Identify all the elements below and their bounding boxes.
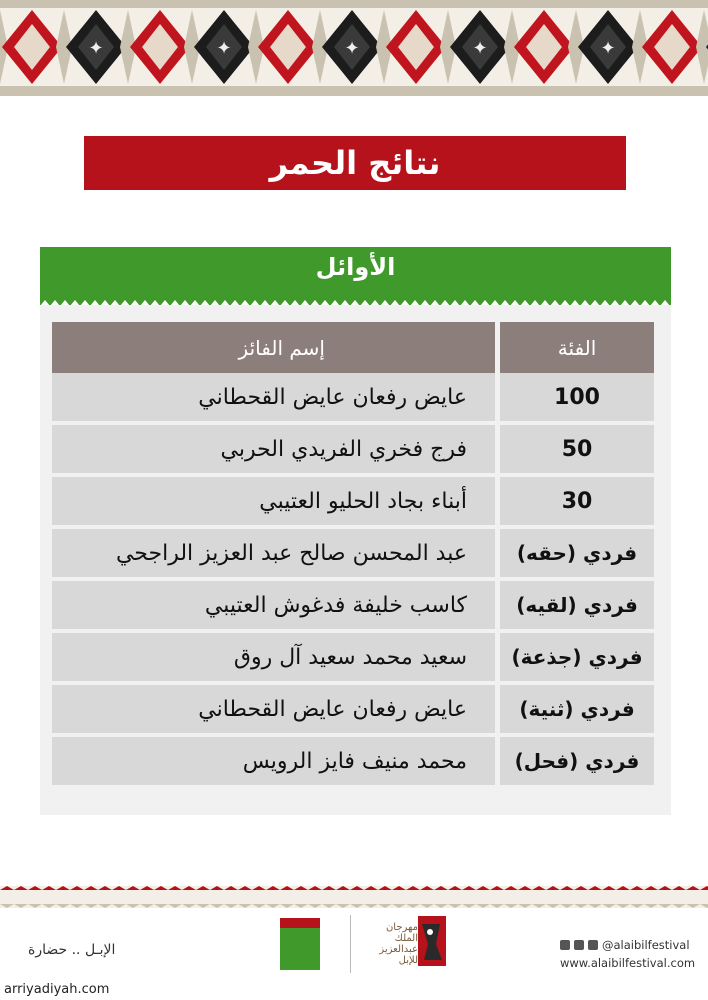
row-category: فردي (جذعة) [500, 633, 654, 681]
table-row [52, 477, 654, 525]
table-row [52, 373, 654, 421]
winner-name: محمد منيف فايز الرويس [242, 748, 467, 774]
winner-name: كاسب خليفة فدغوش العتيبي [204, 592, 467, 618]
footer-divider [350, 915, 351, 973]
row-category: فردي (لقيه) [500, 581, 654, 629]
website-link[interactable]: www.alaibilfestival.com [560, 956, 696, 970]
row-category: 30 [500, 477, 654, 525]
sponsor-logo [280, 918, 320, 970]
svg-text:✦: ✦ [216, 38, 232, 59]
table-row [52, 425, 654, 473]
section-title: الأوائل [315, 253, 396, 281]
row-name [52, 581, 495, 629]
section-header [40, 247, 671, 305]
winner-name: فرج فخري الفريدي الحربي [220, 436, 467, 462]
row-category: فردي (ثنية) [500, 685, 654, 733]
page-title: نتائج الحمر [84, 136, 626, 190]
row-category: فردي (فحل) [500, 737, 654, 785]
winner-name: عايض رفعان عايض القحطاني [198, 696, 467, 722]
table-row [52, 737, 654, 785]
results-table [40, 305, 671, 815]
twitter-icon [588, 940, 598, 950]
festival-name: مهرجان الملك عبدالعزيز للإبل [379, 922, 418, 966]
table-row [52, 633, 654, 681]
instagram-icon [574, 940, 584, 950]
handle-text: @alaibilfestival [602, 938, 690, 952]
row-category: 100 [500, 373, 654, 421]
header-name-label: إسم الفائز [238, 336, 325, 360]
svg-text:✦: ✦ [344, 38, 360, 59]
svg-text:✦: ✦ [600, 38, 616, 59]
winner-name: عبد المحسن صالح عبد العزيز الراجحي [115, 540, 467, 566]
header-name [52, 322, 495, 374]
bottom-pattern-border [0, 886, 708, 908]
footer-slogan: الإبـل .. حضارة [28, 942, 116, 958]
winner-name: أبناء بجاد الحليو العتيبي [259, 488, 467, 514]
winner-name: سعيد محمد سعيد آل روق [233, 644, 467, 670]
row-name [52, 737, 495, 785]
top-pattern-border [0, 0, 708, 96]
row-category: فردي (حقه) [500, 529, 654, 577]
svg-text:✦: ✦ [472, 38, 488, 59]
row-name [52, 373, 495, 421]
row-name [52, 477, 495, 525]
svg-text:✦: ✦ [88, 38, 104, 59]
row-name [52, 425, 495, 473]
snapchat-icon [560, 940, 570, 950]
source-watermark: arriyadiyah.com [4, 982, 110, 997]
header-category: الفئة [500, 322, 654, 374]
table-row [52, 685, 654, 733]
table-row [52, 581, 654, 629]
row-name [52, 633, 495, 681]
social-handle[interactable] [560, 938, 690, 952]
winner-name: عايض رفعان عايض القحطاني [198, 384, 467, 410]
table-row [52, 529, 654, 577]
row-category: 50 [500, 425, 654, 473]
row-name [52, 685, 495, 733]
row-name [52, 529, 495, 577]
